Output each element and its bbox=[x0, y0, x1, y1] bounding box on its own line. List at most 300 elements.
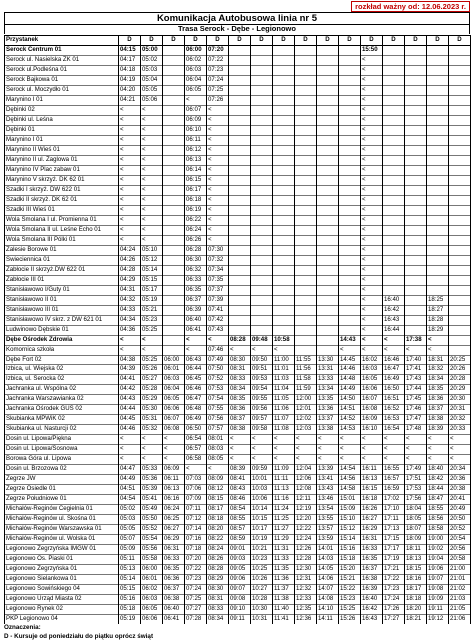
stop-name: Wola Smolana III Pólki 01 bbox=[5, 235, 119, 245]
departure-time bbox=[273, 125, 295, 135]
departure-time: 06:30 bbox=[185, 255, 207, 265]
departure-time bbox=[317, 45, 339, 55]
departure-time bbox=[427, 165, 449, 175]
departure-time bbox=[449, 295, 471, 305]
departure-time bbox=[449, 165, 471, 175]
departure-time: 05:33 bbox=[141, 465, 163, 475]
departure-time bbox=[339, 155, 361, 165]
departure-time: 09:08 bbox=[229, 595, 251, 605]
departure-time: < bbox=[273, 455, 295, 465]
departure-time bbox=[405, 135, 427, 145]
departure-time: 15:25 bbox=[339, 605, 361, 615]
departure-time bbox=[163, 145, 185, 155]
departure-time: 06:22 bbox=[185, 215, 207, 225]
timetable-row bbox=[5, 185, 471, 195]
departure-time: 04:51 bbox=[119, 485, 141, 495]
departure-time bbox=[405, 325, 427, 335]
stop-name: Dębe Fort 02 bbox=[5, 355, 119, 365]
departure-time: 12:26 bbox=[295, 545, 317, 555]
departure-time: 17:44 bbox=[405, 385, 427, 395]
departure-time: 13:55 bbox=[317, 515, 339, 525]
departure-time bbox=[405, 155, 427, 165]
departure-time bbox=[317, 255, 339, 265]
departure-time: 15:18 bbox=[339, 555, 361, 565]
departure-time bbox=[251, 305, 273, 315]
departure-time: 12:28 bbox=[295, 555, 317, 565]
stop-name: Wola Smolana I ul. Promienna 01 bbox=[5, 215, 119, 225]
departure-time: 10:31 bbox=[251, 615, 273, 624]
departure-time: 16:29 bbox=[361, 525, 383, 535]
departure-time: 11:01 bbox=[273, 365, 295, 375]
departure-time bbox=[295, 145, 317, 155]
departure-time: 05:05 bbox=[141, 85, 163, 95]
departure-time: 05:15 bbox=[141, 275, 163, 285]
departure-time: 06:39 bbox=[185, 305, 207, 315]
departure-time: 17:17 bbox=[383, 545, 405, 555]
departure-time: 16:13 bbox=[361, 475, 383, 485]
departure-time: 15:16 bbox=[339, 545, 361, 555]
course-code-header: D bbox=[229, 36, 251, 46]
departure-time bbox=[295, 85, 317, 95]
departure-time bbox=[251, 55, 273, 65]
departure-time: 18:36 bbox=[427, 395, 449, 405]
departure-time: 05:29 bbox=[141, 395, 163, 405]
departure-time: < bbox=[207, 135, 229, 145]
departure-time: < bbox=[141, 165, 163, 175]
departure-time: 07:23 bbox=[185, 575, 207, 585]
departure-time: 11:00 bbox=[273, 355, 295, 365]
departure-time bbox=[383, 285, 405, 295]
departure-time bbox=[251, 195, 273, 205]
departure-time: 06:58 bbox=[185, 455, 207, 465]
departure-time: 17:13 bbox=[383, 525, 405, 535]
departure-time: 16:09 bbox=[361, 415, 383, 425]
departure-time bbox=[295, 195, 317, 205]
departure-time: < bbox=[207, 225, 229, 235]
stop-name: Stanisławowo I/Guty 01 bbox=[5, 285, 119, 295]
departure-time: 16:05 bbox=[361, 375, 383, 385]
departure-time: 20:56 bbox=[449, 545, 471, 555]
departure-time bbox=[229, 305, 251, 315]
departure-time bbox=[163, 65, 185, 75]
departure-time: 17:19 bbox=[383, 555, 405, 565]
departure-time: 07:12 bbox=[185, 515, 207, 525]
departure-time: 04:42 bbox=[119, 385, 141, 395]
departure-time bbox=[295, 125, 317, 135]
departure-time: 14:05 bbox=[317, 565, 339, 575]
stop-name: Marynino I 01 bbox=[5, 135, 119, 145]
departure-time bbox=[339, 225, 361, 235]
departure-time: 16:27 bbox=[361, 515, 383, 525]
departure-time: 17:27 bbox=[383, 615, 405, 624]
departure-time bbox=[251, 265, 273, 275]
departure-time: 06:03 bbox=[163, 375, 185, 385]
departure-time bbox=[405, 165, 427, 175]
departure-time: 07:06 bbox=[185, 485, 207, 495]
stop-name: Świeciennica 01 bbox=[5, 255, 119, 265]
departure-time: 06:37 bbox=[163, 585, 185, 595]
departure-time bbox=[405, 235, 427, 245]
departure-time bbox=[405, 115, 427, 125]
departure-time: 18:05 bbox=[405, 515, 427, 525]
departure-time: 21:00 bbox=[449, 565, 471, 575]
departure-time: 11:59 bbox=[295, 385, 317, 395]
departure-time: 17:24 bbox=[383, 595, 405, 605]
departure-time: 09:58 bbox=[251, 425, 273, 435]
departure-time: < bbox=[361, 215, 383, 225]
departure-time: < bbox=[361, 195, 383, 205]
departure-time bbox=[229, 185, 251, 195]
departure-time: < bbox=[427, 345, 449, 355]
stop-name: Dosin ul. Lipowa/Piękna bbox=[5, 435, 119, 445]
departure-time: 05:25 bbox=[141, 355, 163, 365]
departure-time: < bbox=[229, 345, 251, 355]
departure-time: < bbox=[141, 145, 163, 155]
departure-time: < bbox=[119, 165, 141, 175]
departure-time: 06:06 bbox=[163, 405, 185, 415]
departure-time: 11:56 bbox=[295, 365, 317, 375]
departure-time bbox=[449, 135, 471, 145]
departure-time: < bbox=[361, 165, 383, 175]
departure-time: 07:11 bbox=[185, 505, 207, 515]
departure-time bbox=[295, 55, 317, 65]
departure-time bbox=[449, 105, 471, 115]
departure-time bbox=[295, 295, 317, 305]
departure-time bbox=[339, 165, 361, 175]
departure-time: < bbox=[361, 285, 383, 295]
departure-time: 21:01 bbox=[449, 575, 471, 585]
departure-time bbox=[383, 145, 405, 155]
departure-time: 04:20 bbox=[119, 85, 141, 95]
departure-time: 06:09 bbox=[185, 115, 207, 125]
departure-time bbox=[317, 185, 339, 195]
departure-time bbox=[317, 325, 339, 335]
departure-time: 06:13 bbox=[163, 485, 185, 495]
stop-name: Serock Centrum 01 bbox=[5, 45, 119, 55]
departure-time bbox=[251, 145, 273, 155]
departure-time: < bbox=[141, 335, 163, 345]
departure-time: 07:22 bbox=[207, 55, 229, 65]
departure-time: < bbox=[141, 185, 163, 195]
departure-time: 06:11 bbox=[185, 135, 207, 145]
departure-time: 10:30 bbox=[251, 605, 273, 615]
departure-time bbox=[427, 135, 449, 145]
departure-time bbox=[449, 285, 471, 295]
stop-name: Skubianka ul. Nasturcji 02 bbox=[5, 425, 119, 435]
departure-time: 06:13 bbox=[185, 155, 207, 165]
departure-time: 20:30 bbox=[449, 395, 471, 405]
departure-time: 08:29 bbox=[207, 575, 229, 585]
departure-time bbox=[163, 235, 185, 245]
departure-time bbox=[427, 285, 449, 295]
departure-time: 08:38 bbox=[229, 425, 251, 435]
departure-time bbox=[163, 55, 185, 65]
departure-time bbox=[295, 175, 317, 185]
timetable-row bbox=[5, 335, 471, 345]
timetable-row bbox=[5, 165, 471, 175]
departure-time: < bbox=[207, 215, 229, 225]
departure-time bbox=[229, 235, 251, 245]
departure-time: 08:46 bbox=[229, 495, 251, 505]
departure-time: < bbox=[141, 215, 163, 225]
departure-time: < bbox=[361, 115, 383, 125]
departure-time: 16:43 bbox=[361, 615, 383, 624]
departure-time: < bbox=[119, 155, 141, 165]
departure-time: 20:52 bbox=[449, 525, 471, 535]
departure-time bbox=[405, 75, 427, 85]
departure-time bbox=[273, 245, 295, 255]
departure-time: 17:43 bbox=[405, 375, 427, 385]
departure-time: 06:33 bbox=[163, 555, 185, 565]
departure-time bbox=[251, 45, 273, 55]
departure-time bbox=[427, 175, 449, 185]
departure-time: 18:11 bbox=[405, 545, 427, 555]
departure-time: 11:24 bbox=[273, 505, 295, 515]
departure-time: 04:19 bbox=[119, 75, 141, 85]
timetable-row bbox=[5, 545, 471, 555]
departure-time: < bbox=[141, 225, 163, 235]
departure-time: 11:03 bbox=[273, 375, 295, 385]
stop-name: Jachranka Ośrodek GUS 02 bbox=[5, 405, 119, 415]
departure-time bbox=[427, 215, 449, 225]
departure-time: 17:47 bbox=[405, 415, 427, 425]
departure-time: 16:43 bbox=[383, 315, 405, 325]
departure-time: < bbox=[185, 95, 207, 105]
departure-time: 14:11 bbox=[317, 615, 339, 624]
departure-time: 05:17 bbox=[141, 285, 163, 295]
departure-time: 05:09 bbox=[119, 545, 141, 555]
departure-time: < bbox=[207, 155, 229, 165]
timetable-row bbox=[5, 465, 471, 475]
departure-time: < bbox=[405, 445, 427, 455]
timetable-row bbox=[5, 425, 471, 435]
timetable-row bbox=[5, 175, 471, 185]
stop-name: Skubianka MPWiK 02 bbox=[5, 415, 119, 425]
departure-time: 18:35 bbox=[427, 385, 449, 395]
departure-time: 11:35 bbox=[273, 565, 295, 575]
departure-time: < bbox=[361, 185, 383, 195]
departure-time: 17:46 bbox=[405, 405, 427, 415]
departure-time bbox=[251, 275, 273, 285]
timetable-row bbox=[5, 205, 471, 215]
departure-time bbox=[317, 195, 339, 205]
departure-time: 16:59 bbox=[383, 485, 405, 495]
departure-time bbox=[405, 295, 427, 305]
departure-time: 04:45 bbox=[119, 415, 141, 425]
stop-name: Michałów-Reginów ul. Wolska 01 bbox=[5, 535, 119, 545]
departure-time bbox=[229, 215, 251, 225]
departure-time: < bbox=[339, 435, 361, 445]
departure-time: 20:28 bbox=[449, 375, 471, 385]
departure-time bbox=[339, 205, 361, 215]
stop-name: Dosin ul. Brzozowa 02 bbox=[5, 465, 119, 475]
departure-time bbox=[427, 195, 449, 205]
departure-time: 05:36 bbox=[141, 475, 163, 485]
departure-time: 07:18 bbox=[185, 545, 207, 555]
departure-time: 07:37 bbox=[207, 285, 229, 295]
departure-time bbox=[449, 345, 471, 355]
stop-name: Serock ul. Nasielska ZK 01 bbox=[5, 55, 119, 65]
departure-time: 09:03 bbox=[229, 555, 251, 565]
departure-time: 08:30 bbox=[229, 355, 251, 365]
departure-time: 15:01 bbox=[339, 495, 361, 505]
stop-name: Stanisławowo III 01 bbox=[5, 305, 119, 315]
departure-time bbox=[427, 155, 449, 165]
timetable-row bbox=[5, 245, 471, 255]
departure-time: 15:23 bbox=[339, 595, 361, 605]
departure-time: 16:53 bbox=[383, 415, 405, 425]
departure-time: 16:57 bbox=[383, 475, 405, 485]
departure-time: < bbox=[361, 295, 383, 305]
departure-time: 05:07 bbox=[119, 535, 141, 545]
departure-time: 20:32 bbox=[449, 415, 471, 425]
timetable-row bbox=[5, 365, 471, 375]
departure-time bbox=[163, 315, 185, 325]
departure-time: 10:15 bbox=[251, 515, 273, 525]
departure-time: 04:15 bbox=[119, 45, 141, 55]
departure-time: 16:42 bbox=[361, 605, 383, 615]
departure-time: 11:36 bbox=[273, 575, 295, 585]
departure-time: 06:33 bbox=[185, 275, 207, 285]
departure-time: 09:56 bbox=[251, 405, 273, 415]
departure-time bbox=[229, 115, 251, 125]
departure-time: 15:20 bbox=[339, 565, 361, 575]
departure-time: < bbox=[361, 455, 383, 465]
departure-time: 11:33 bbox=[273, 555, 295, 565]
departure-time: 06:47 bbox=[185, 395, 207, 405]
departure-time: < bbox=[361, 55, 383, 65]
departure-time: 18:28 bbox=[427, 315, 449, 325]
departure-time: 11:09 bbox=[273, 465, 295, 475]
departure-time: 06:15 bbox=[185, 175, 207, 185]
departure-time: 17:49 bbox=[405, 465, 427, 475]
departure-time bbox=[251, 325, 273, 335]
departure-time: 05:18 bbox=[119, 605, 141, 615]
departure-time: 10:27 bbox=[251, 585, 273, 595]
departure-time: 19:04 bbox=[427, 555, 449, 565]
departure-time: 05:28 bbox=[141, 385, 163, 395]
departure-time: < bbox=[207, 205, 229, 215]
departure-time: 16:52 bbox=[383, 405, 405, 415]
departure-time: 05:12 bbox=[141, 255, 163, 265]
departure-time: 06:57 bbox=[185, 445, 207, 455]
departure-time: < bbox=[383, 435, 405, 445]
departure-time: 11:38 bbox=[273, 595, 295, 605]
departure-time: 12:35 bbox=[295, 605, 317, 615]
departure-time: < bbox=[119, 455, 141, 465]
departure-time bbox=[163, 205, 185, 215]
timetable-row bbox=[5, 125, 471, 135]
departure-time: 19:09 bbox=[427, 595, 449, 605]
departure-time: 06:05 bbox=[163, 395, 185, 405]
departure-time: 10:58 bbox=[273, 335, 295, 345]
departure-time bbox=[163, 165, 185, 175]
departure-time: < bbox=[229, 455, 251, 465]
timetable-row bbox=[5, 385, 471, 395]
departure-time: 06:02 bbox=[185, 55, 207, 65]
departure-time: 14:07 bbox=[317, 585, 339, 595]
departure-time bbox=[251, 315, 273, 325]
departure-time: 14:49 bbox=[339, 385, 361, 395]
departure-time bbox=[317, 175, 339, 185]
departure-time: 20:34 bbox=[449, 465, 471, 475]
departure-time bbox=[317, 265, 339, 275]
departure-time: 11:55 bbox=[295, 355, 317, 365]
departure-time bbox=[383, 115, 405, 125]
departure-time: < bbox=[251, 445, 273, 455]
departure-time: < bbox=[361, 95, 383, 105]
departure-time bbox=[383, 55, 405, 65]
departure-time: < bbox=[273, 435, 295, 445]
departure-time: 11:29 bbox=[273, 535, 295, 545]
stop-name: Izbica, ul. Wiejska 02 bbox=[5, 365, 119, 375]
departure-time: < bbox=[361, 435, 383, 445]
departure-time: < bbox=[141, 175, 163, 185]
departure-time bbox=[295, 185, 317, 195]
departure-time: 18:40 bbox=[427, 465, 449, 475]
route-subtitle: Trasa Serock - Dębe - Legionowo bbox=[4, 24, 470, 34]
departure-time: 06:11 bbox=[163, 475, 185, 485]
departure-time: 06:40 bbox=[163, 605, 185, 615]
departure-time bbox=[163, 135, 185, 145]
departure-time: < bbox=[449, 435, 471, 445]
departure-time bbox=[163, 185, 185, 195]
departure-time bbox=[273, 235, 295, 245]
departure-time: 10:19 bbox=[251, 535, 273, 545]
timetable-row bbox=[5, 525, 471, 535]
departure-time: 06:05 bbox=[185, 85, 207, 95]
departure-time bbox=[163, 155, 185, 165]
departure-time: 18:27 bbox=[427, 305, 449, 315]
departure-time bbox=[427, 185, 449, 195]
departure-time bbox=[317, 115, 339, 125]
departure-time: 10:25 bbox=[251, 565, 273, 575]
departure-time bbox=[427, 265, 449, 275]
departure-time bbox=[273, 195, 295, 205]
departure-time bbox=[229, 175, 251, 185]
stop-name: Ludwinowo Dębskie 01 bbox=[5, 325, 119, 335]
course-code-header: D bbox=[339, 36, 361, 46]
departure-time: 13:59 bbox=[317, 535, 339, 545]
departure-time bbox=[339, 265, 361, 275]
departure-time: 04:31 bbox=[119, 285, 141, 295]
departure-time bbox=[295, 285, 317, 295]
departure-time bbox=[317, 85, 339, 95]
departure-time: 05:31 bbox=[141, 415, 163, 425]
departure-time: 06:35 bbox=[185, 285, 207, 295]
timetable-row bbox=[5, 195, 471, 205]
departure-time: 18:29 bbox=[427, 325, 449, 335]
departure-time: 08:22 bbox=[207, 535, 229, 545]
departure-time: 18:44 bbox=[427, 485, 449, 495]
departure-time bbox=[295, 225, 317, 235]
departure-time: 16:42 bbox=[383, 305, 405, 315]
departure-time: 19:11 bbox=[427, 605, 449, 615]
departure-time: 07:57 bbox=[207, 425, 229, 435]
departure-time: 11:05 bbox=[273, 395, 295, 405]
departure-time bbox=[449, 125, 471, 135]
departure-time: 10:17 bbox=[251, 525, 273, 535]
departure-time bbox=[251, 215, 273, 225]
departure-time: 07:27 bbox=[185, 605, 207, 615]
departure-time bbox=[405, 65, 427, 75]
departure-time: 16:15 bbox=[361, 485, 383, 495]
departure-time: 09:11 bbox=[229, 615, 251, 624]
departure-time bbox=[449, 185, 471, 195]
departure-time: < bbox=[185, 465, 207, 475]
departure-time bbox=[163, 325, 185, 335]
stop-name: Komornica szkoła bbox=[5, 345, 119, 355]
